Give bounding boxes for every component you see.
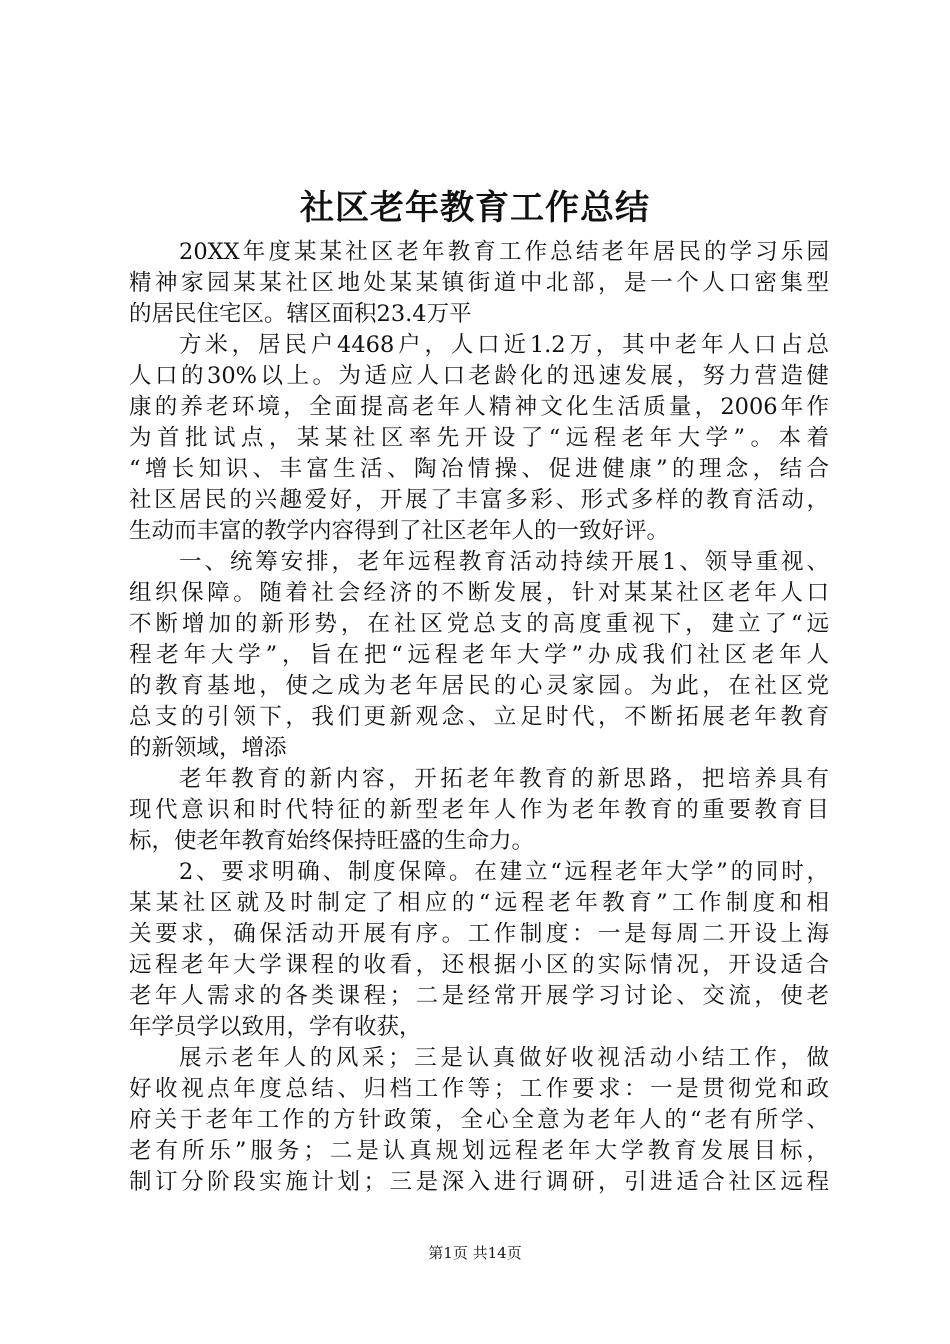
text-line: 老年人需求的各类课程；二是经常开展学习讨论、交流，使老 [129, 983, 829, 1009]
text-line: 远程老年大学课程的收看，还根据小区的实际情况，开设适合 [129, 952, 829, 978]
text-line: 为首批试点，某某社区率先开设了“远程老年大学”。本着 [129, 425, 829, 451]
text-line: 方米，居民户4468户，人口近1.2万，其中老年人口占总 [179, 332, 829, 358]
text-line: 现代意识和时代特征的新型老年人作为老年教育的重要教育目 [129, 797, 829, 823]
text-line: 总支的引领下，我们更新观念、立足时代，不断拓展老年教育 [129, 704, 829, 730]
text-line: 标，使老年教育始终保持旺盛的生命力。 [129, 828, 535, 854]
text-line: 府关于老年工作的方针政策，全心全意为老年人的“老有所学、 [129, 1107, 829, 1133]
text-line: 2、要求明确、制度保障。在建立“远程老年大学”的同时， [179, 859, 829, 885]
text-line: 不断增加的新形势，在社区党总支的高度重视下，建立了“远 [129, 611, 829, 637]
text-line: 生动而丰富的教学内容得到了社区老年人的一致好评。 [129, 518, 670, 544]
text-line: 的教育基地，使之成为老年居民的心灵家园。为此，在社区党 [129, 673, 829, 699]
text-line: 年学员学以致用，学有收获， [129, 1014, 422, 1040]
text-line: 制订分阶段实施计划；三是深入进行调研，引进适合社区远程 [129, 1169, 829, 1195]
text-line: 社区居民的兴趣爱好，开展了丰富多彩、形式多样的教育活动， [129, 487, 829, 513]
text-line: 20XX年度某某社区老年教育工作总结老年居民的学习乐园 [179, 239, 829, 265]
document-body [129, 237, 829, 1198]
text-line: 好收视点年度总结、归档工作等；工作要求：一是贯彻党和政 [129, 1076, 829, 1102]
text-line: 的新领域，增添 [129, 735, 287, 761]
text-line: 组织保障。随着社会经济的不断发展，针对某某社区老年人口 [129, 580, 829, 606]
text-line: 一、统筹安排，老年远程教育活动持续开展1、领导重视、 [179, 549, 829, 575]
text-line: 展示老年人的风采；三是认真做好收视活动小结工作，做 [179, 1045, 829, 1071]
page-footer: 第1页 共14页 [428, 1244, 522, 1262]
text-line: 老年教育的新内容，开拓老年教育的新思路，把培养具有 [179, 766, 829, 792]
text-line: 的居民住宅区。辖区面积23.4万平 [129, 301, 472, 327]
text-line: 关要求，确保活动开展有序。工作制度：一是每周二开设上海 [129, 921, 829, 947]
text-line: 程老年大学”，旨在把“远程老年大学”办成我们社区老年人 [129, 642, 829, 668]
text-line: 康的养老环境，全面提高老年人精神文化生活质量，2006年作 [129, 394, 829, 420]
text-line: 某某社区就及时制定了相应的“远程老年教育”工作制度和相 [129, 890, 829, 916]
text-line: “增长知识、丰富生活、陶冶情操、促进健康”的理念，结合 [129, 456, 829, 482]
text-line: 人口的30%以上。为适应人口老龄化的迅速发展，努力营造健 [129, 363, 829, 389]
text-line: 老有所乐”服务；二是认真规划远程老年大学教育发展目标， [129, 1138, 829, 1164]
text-line: 精神家园某某社区地处某某镇街道中北部，是一个人口密集型 [129, 270, 829, 296]
document-title: 社区老年教育工作总结 [300, 188, 650, 228]
